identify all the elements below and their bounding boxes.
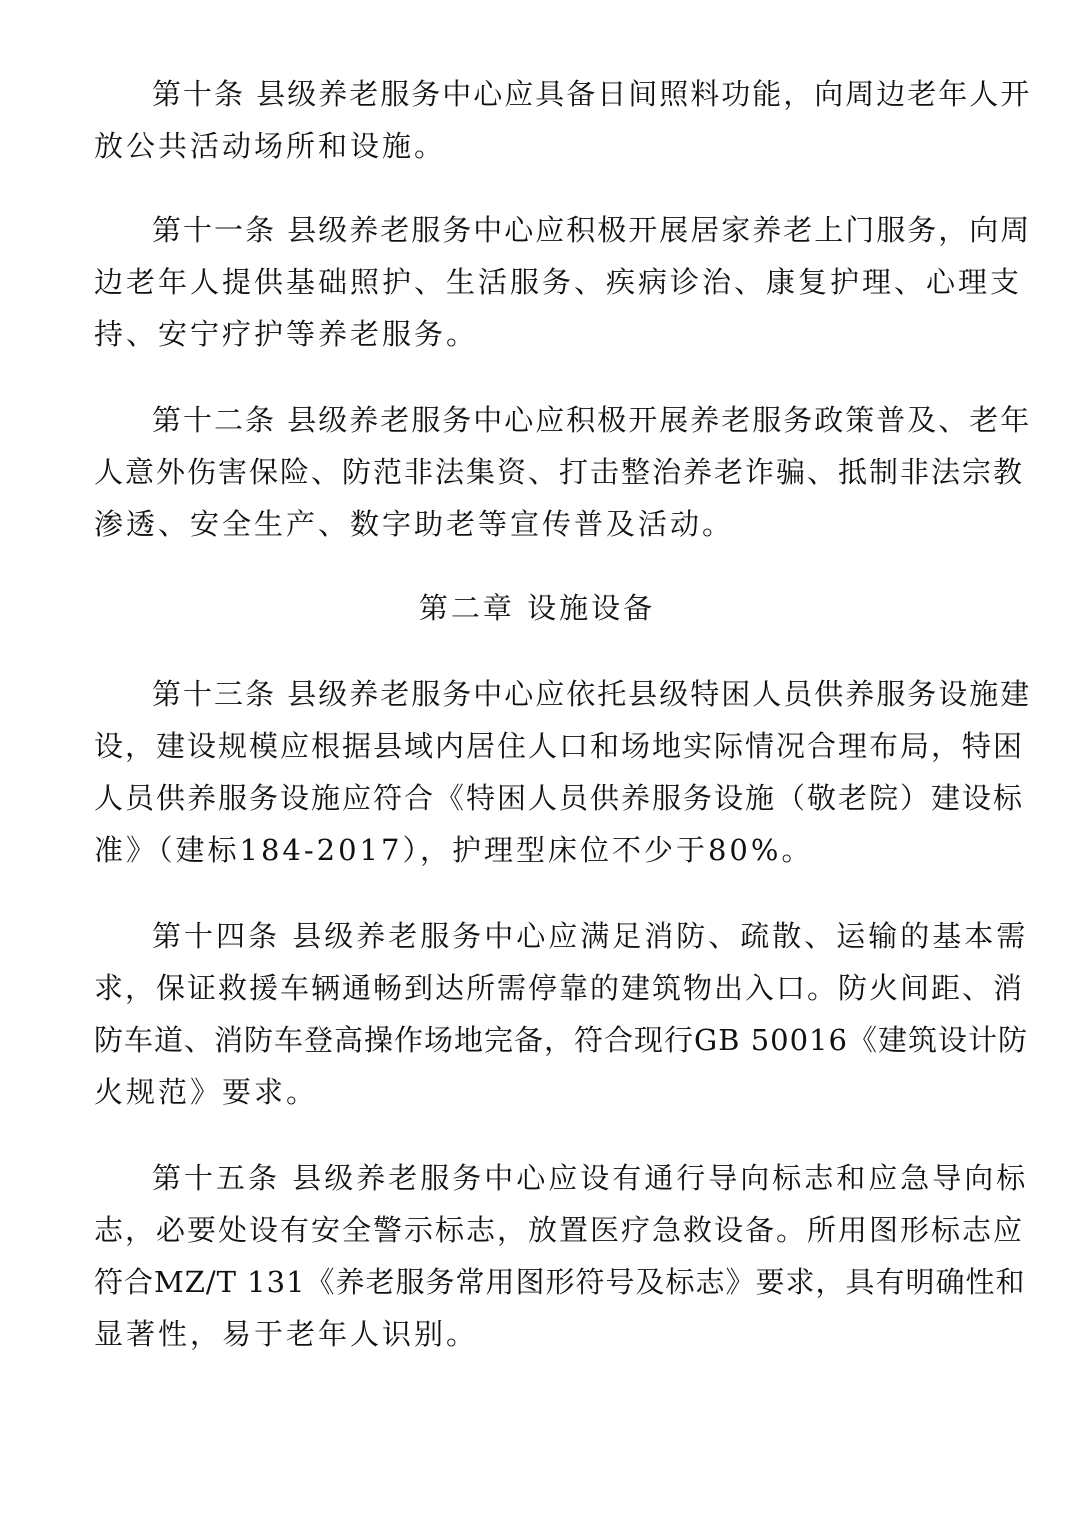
article-15-line-3: 符合MZ/T 131《养老服务常用图形符号及标志》要求，具有明确性和 (94, 1265, 1026, 1299)
article-10-line-1: 第十条 县级养老服务中心应具备日间照料功能，向周边老年人开 (152, 77, 1032, 111)
article-13-line-2: 设，建设规模应根据县域内居住人口和场地实际情况合理布局，特困 (94, 729, 1025, 763)
article-13-line-1: 第十三条 县级养老服务中心应依托县级特困人员供养服务设施建 (152, 677, 1032, 711)
article-10-line-2: 放公共活动场所和设施。 (94, 129, 447, 163)
article-11-line-3: 持、安宁疗护等养老服务。 (94, 317, 479, 351)
article-15-line-4: 显著性，易于老年人识别。 (94, 1317, 479, 1351)
article-15-line-1: 第十五条 县级养老服务中心应设有通行导向标志和应急导向标 (152, 1161, 1029, 1195)
article-12-line-1: 第十二条 县级养老服务中心应积极开展养老服务政策普及、老年 (152, 403, 1032, 437)
article-13-line-4: 准》（建标184-2017），护理型床位不少于80%。 (94, 833, 814, 867)
article-14-line-4: 火规范》要求。 (94, 1075, 319, 1109)
article-15-line-2: 志，必要处设有安全警示标志，放置医疗急救设备。所用图形标志应 (94, 1213, 1025, 1247)
chapter-2-heading: 第二章 设施设备 (418, 591, 656, 625)
article-14-line-3: 防车道、消防车登高操作场地完备，符合现行GB 50016《建筑设计防 (94, 1023, 1028, 1057)
article-13-line-3: 人员供养服务设施应符合《特困人员供养服务设施（敬老院）建设标 (94, 781, 1025, 815)
article-12-line-3: 渗透、安全生产、数字助老等宣传普及活动。 (94, 507, 735, 541)
article-11-line-2: 边老年人提供基础照护、生活服务、疾病诊治、康复护理、心理支 (94, 265, 1023, 299)
article-14-line-2: 求，保证救援车辆通畅到达所需停靠的建筑物出入口。防火间距、消 (94, 971, 1025, 1005)
article-12-line-2: 人意外伤害保险、防范非法集资、打击整治养老诈骗、抵制非法宗教 (94, 455, 1025, 489)
article-11-line-1: 第十一条 县级养老服务中心应积极开展居家养老上门服务，向周 (152, 213, 1032, 247)
article-14-line-1: 第十四条 县级养老服务中心应满足消防、疏散、运输的基本需 (152, 919, 1029, 953)
